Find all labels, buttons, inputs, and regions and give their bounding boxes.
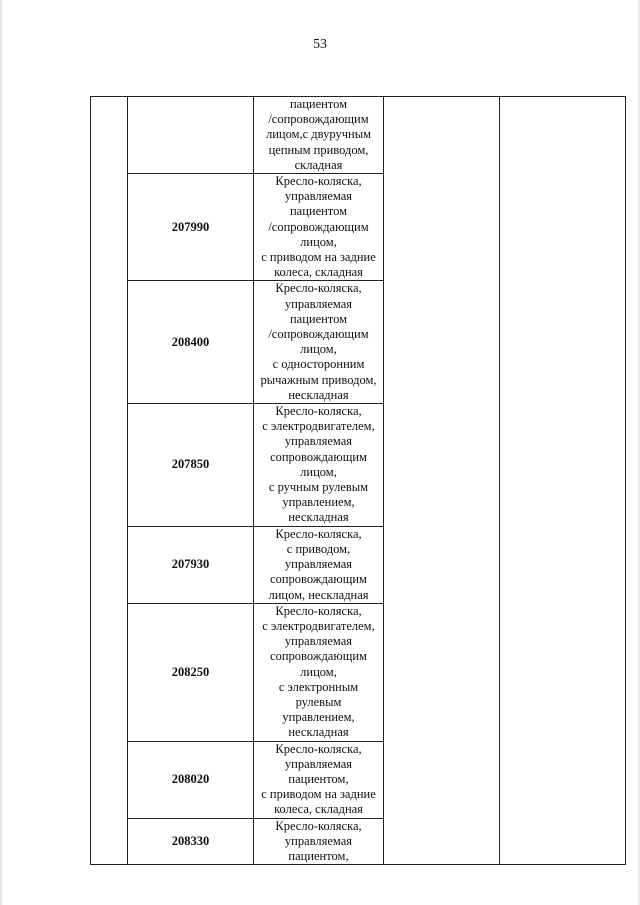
page-number: 53	[313, 37, 327, 52]
code-cell	[128, 97, 254, 174]
name-cell: Кресло-коляска, с электродвигателем, управляемая сопровождающим лицом, с электронным рулевым управлением, нескладная	[254, 603, 384, 741]
name-cell: Кресло-коляска, управляемая пациентом /сопровождающим лицом, с приводом на задние колеса, складная	[254, 174, 384, 281]
code-cell: 208020	[128, 741, 254, 818]
name-cell: Кресло-коляска, управляемая пациентом, с приводом на задние колеса, складная	[254, 741, 384, 818]
empty-cell-4	[384, 97, 500, 865]
name-cell: Кресло-коляска, с электродвигателем, управляемая сопровождающим лицом, с ручным рулевым управлением, нескладная	[254, 404, 384, 527]
index-cell	[91, 97, 128, 865]
name-cell: пациентом /сопровождающим лицом,с двуручным цепным приводом, складная	[254, 97, 384, 174]
empty-cell-5	[500, 97, 626, 865]
code-cell: 208330	[128, 818, 254, 865]
data-table	[90, 96, 626, 865]
code-cell: 208400	[128, 281, 254, 404]
name-cell: Кресло-коляска, управляемая пациентом,	[254, 818, 384, 865]
code-cell: 208250	[128, 603, 254, 741]
code-cell: 207850	[128, 404, 254, 527]
code-cell: 207990	[128, 174, 254, 281]
table-row	[91, 97, 626, 174]
name-cell: Кресло-коляска, с приводом, управляемая сопровождающим лицом, нескладная	[254, 526, 384, 603]
name-cell: Кресло-коляска, управляемая пациентом /сопровождающим лицом, с односторонним рычажным приводом, нескладная	[254, 281, 384, 404]
code-cell: 207930	[128, 526, 254, 603]
scan-left-edge	[0, 0, 2, 905]
